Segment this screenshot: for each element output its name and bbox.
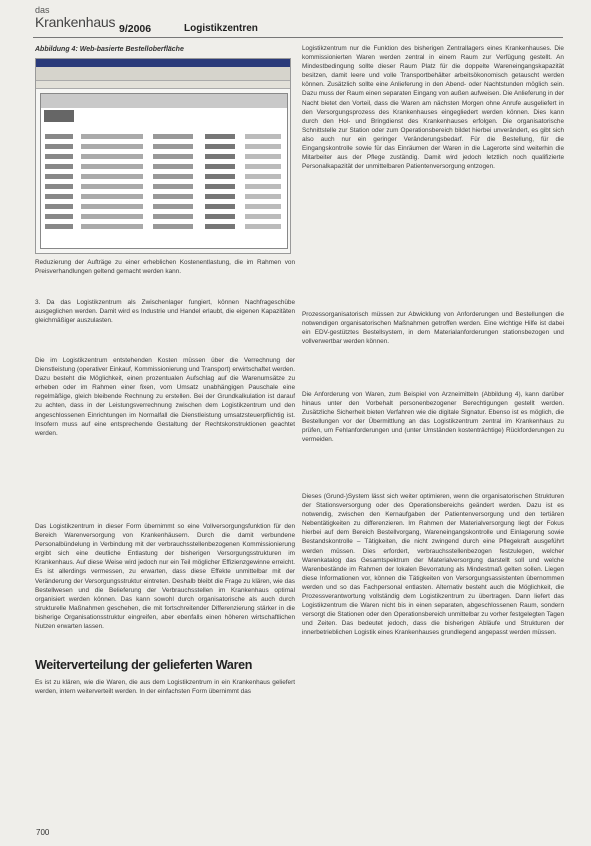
issue-number: 9/2006 xyxy=(119,23,152,35)
screenshot-table-row xyxy=(45,144,285,150)
section-title: Logistikzentren xyxy=(184,23,258,34)
right-paragraph-2: Prozessorganisatorisch müssen zur Abwicklung von Anforderungen und Bestellungen die notwendigen organisatorischen Maßnahmen getroffen werden. Eine wichtige Hilfe ist dabei ein EDV-gestütztes Bestellsystem, in dem Materialanforderungen stationsbezogen und vollverwertbar werden können. xyxy=(302,311,564,346)
screenshot-table-row xyxy=(45,194,285,200)
left-paragraph-5: Es ist zu klären, wie die Waren, die aus dem Logistikzentrum in ein Krankenhaus geliefert werden, intern weiterverteilt werden. In der einfachsten Form übernimmt das xyxy=(35,679,295,696)
screenshot-app-window xyxy=(40,93,288,249)
screenshot-table-row xyxy=(45,134,285,140)
left-paragraph-4: Das Logistikzentrum in dieser Form übernimmt so eine Vollversorgungsfunktion für den Bereich Warenversorgung von Krankenhäusern. Durch die damit verbundene Personalbündelung in Verbindung mit der verbrauchsstellenbezogenen Kommissionierung ergibt sich eine deutliche Entlastung der bisherigen Versorgungsstrukturen im Krankenhaus. Auf diese Weise wird jedoch nur ein Teil möglicher Effizienzgewinne erreicht. Es ist allerdings vermessen, zu erwarten, dass diese Effekte unmittelbar mit der Veränderung der Versorgungsstruktur eintreten. Deshalb bleibt die Frage zu klären, wie das Bestellwesen und die Belieferung der Verbrauchsstellen im Krankenhaus optimal organisiert werden können. Das kann sowohl durch organisatorische als auch durch strukturelle Maßnahmen geschehen, die mit fortschreitender Differenzierung stärker in die bisherige Organisationsstruktur eingreifen, aber ebenfalls einen höheren wirtschaftlichen Nutzen erwarten lassen. xyxy=(35,523,295,631)
screenshot-table-row xyxy=(45,224,285,230)
screenshot-toolbar xyxy=(36,67,290,81)
right-paragraph-4: Dieses (Grund-)System lässt sich weiter optimieren, wenn die organisatorischen Strukturen der Stationsversorgung oder des Operationsbereichs geändert werden. Dazu ist es notwendig, zwischen den Kernaufgaben der Patientenversorgung und den tertiären Nebentätigkeiten zu differenzieren. Im Rahmen der Materialversorgung liegt der Fokus hierbei auf dem Bereich Bestellvorgang, Wareneingangskontrolle und Einlagerung sowie Bestandskontrolle – Tätigkeiten, die nicht zwingend durch eine Pflegekraft ausgeführt werden müssen. Dies erfordert, verbrauchsstellenbezogen festzulegen, welcher Warenkatalog das Gesamtspektrum der Materialversorgung darstellt soll und welche Warenbestände im Rahmen der lokalen Bevorratung als Mindestmaß gelten sollen. Liegen diese Informationen vor, können die Tätigkeiten von Versorgungsassistenten übernommen werden und so das Fachpersonal entlasten. Alternativ besteht auch die Möglichkeit, die Prozessverantwortung vollständig dem Logistikzentrum zu übertragen. Dann liefert das Logistikzentrum die Waren nicht bis in einen separaten, abgeschlossenen Raum, sondern versorgt die Stationen oder den Operationsbereich unmittelbar zu vorher festgelegten Tagen und Zeiten. Das bedeutet jedoch, dass die bisherigen Abläufe und Strukturen der innerbetrieblichen Logistik eines Krankenhauses grundlegend angepasst werden müssen. xyxy=(302,493,564,637)
left-paragraph-1: Reduzierung der Aufträge zu einer erheblichen Kostenentlastung, die im Rahmen von Preisverhandlungen geltend gemacht werden kann. xyxy=(35,259,295,276)
screenshot-table-row xyxy=(45,164,285,170)
page-number: 700 xyxy=(36,828,50,837)
screenshot-table-row xyxy=(45,184,285,190)
screenshot-table-row xyxy=(45,174,285,180)
left-paragraph-3: Die im Logistikzentrum entstehenden Kosten müssen über die Verrechnung der Dienstleistung (operativer Einkauf, Kommissionierung und Transport) erwirtschaftet werden. Dazu besteht die Möglichkeit, einen prozentualen Aufschlag auf die Warenumsätze zu erheben oder im Rahmen einer fixen, vom Umsatz unabhängigen Pauschale eine regelmäßige, gleich bleibende Rechnung zu erstellen. Bei der Grundkalkulation ist darauf zu achten, dass in der Leistungsverrechnung zwischen dem Logistikzentrum und den angeschlossenen Einrichtungen im Normalfall die Dienstleistung umsatzsteuerpflichtig ist. Insofern muss auf eine entsprechende Gestaltung der Rechtskonstruktionen geachtet werden. xyxy=(35,357,295,437)
magazine-logo xyxy=(35,6,115,31)
screenshot-app-logo xyxy=(44,110,74,122)
logo-name: Krankenhaus xyxy=(35,14,116,30)
figure-screenshot xyxy=(35,58,291,254)
header-rule xyxy=(33,37,563,38)
screenshot-app-header xyxy=(41,94,287,108)
right-paragraph-3: Die Anforderung von Waren, zum Beispiel von Arzneimitteln (Abbildung 4), kann darüber hinaus unter den Vorbehalt personenbezogener Berechtigungen gestellt werden. Zusätzliche Sicherheit bieten Verfahren wie die digitale Signatur. Ebenso ist es möglich, die Bestellungen vor der Übermittlung an das Logistikzentrum zentral im Krankenhaus zu prüfen, um Fehlanforderungen und (unter Umständen kostenträchtige) Rückforderungen zu vermeiden. xyxy=(302,391,564,444)
right-paragraph-1: Logistikzentrum nur die Funktion des bisherigen Zentrallagers eines Krankenhauses. Die kommissionierten Waren werden zentral in einem Raum zur Verfügung gestellt. An Mindestbedingung sollte dieser Raum Platz für die doppelte Wareneingangskapazität besitzen, damit leere und volle Transportbehälter arbeitsökonomisch getauscht werden können. Zusätzlich sollte eine Anlieferung in den Abend- oder Nachtstunden möglich sein. Dazu muss der Raum einen separaten Eingang von außen aufweisen. Die Anlieferung in der Nacht bietet den Vorteil, dass die Waren am nächsten Morgen ohne Anrufe ausgeliefert in den Versorgungsprozess des Krankenhauses eingegliedert werden können. Dies kann durch den Hol- und Bringdienst des Krankenhauses erfolgen. Die organisatorische Schnittstelle zur Station oder zum Operationsbereich bildet hierbei unverändert, es gibt sich also auch nur ein geringer Veränderungsbedarf. Für die Bestellung, für die Eingangskontrolle sowie für das Einräumen der Waren in die Lagerorte sind weiterhin die Mitarbeiter aus der Pflege zuständig. Damit wird jedoch letztlich noch qualifizierte Personalkapazität der unmittelbaren Patientenversorgung entzogen. xyxy=(302,45,564,171)
subheading: Weiterverteilung der gelieferten Waren xyxy=(35,658,253,672)
screenshot-table-row xyxy=(45,154,285,160)
left-paragraph-2: 3. Da das Logistikzentrum als Zwischenlager fungiert, können Nachfrageschübe ausgeglichen werden. Damit wird es Industrie und Handel erlaubt, die eigenen Kapazitäten gleichmäßiger auszulasten. xyxy=(35,299,295,325)
screenshot-table-row xyxy=(45,204,285,210)
screenshot-titlebar xyxy=(36,59,290,67)
screenshot-table-row xyxy=(45,214,285,220)
logo-small-text: das xyxy=(35,5,50,15)
figure-caption: Abbildung 4: Web-basierte Bestelloberfläche xyxy=(35,46,184,53)
screenshot-address-bar xyxy=(36,81,290,89)
